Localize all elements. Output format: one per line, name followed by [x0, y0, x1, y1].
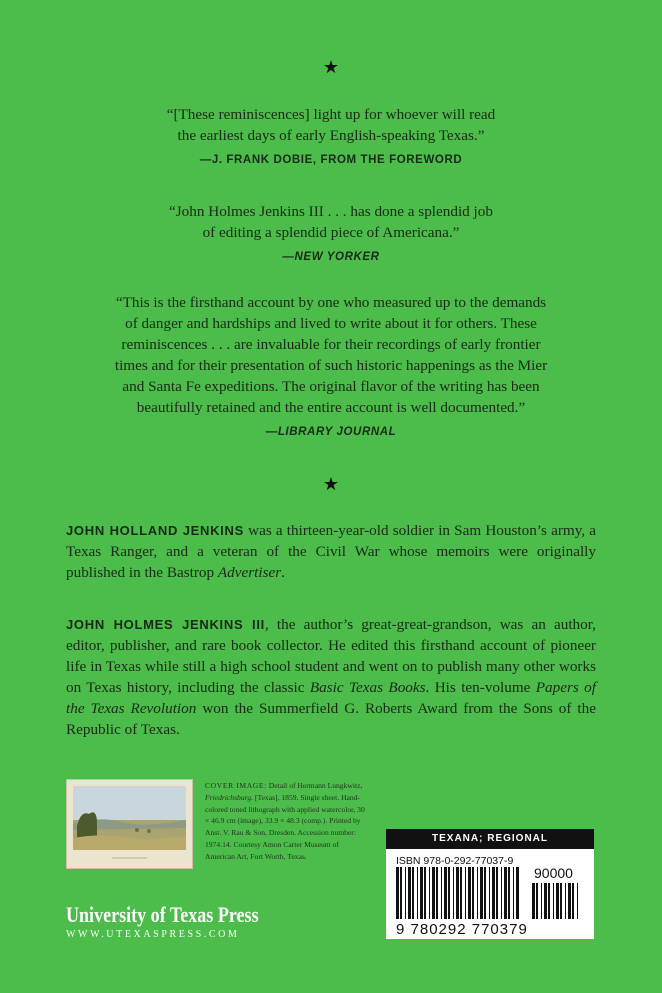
barcode-bar [541, 883, 542, 919]
barcode-bar [465, 867, 466, 919]
quote-attribution: —J. FRANK DOBIE, FROM THE FOREWORD [199, 154, 463, 166]
barcode-bar [468, 867, 471, 919]
cover-image-thumbnail [66, 779, 193, 869]
isbn-barcode [396, 867, 521, 919]
barcode-bar [553, 883, 554, 919]
barcode-bar [441, 867, 442, 919]
barcode-bar [412, 867, 414, 919]
landscape-illustration [67, 780, 192, 868]
barcode-bar [572, 883, 574, 919]
barcode-bar [548, 883, 550, 919]
barcode-bar [516, 867, 519, 919]
barcode-bar [508, 867, 510, 919]
barcode-bar [420, 867, 423, 919]
barcode-bar [408, 867, 411, 919]
barcode-bar [436, 867, 438, 919]
barcode-bar [456, 867, 459, 919]
barcode-bar [536, 883, 538, 919]
barcode-bar [496, 867, 498, 919]
barcode-bar [429, 867, 430, 919]
barcode-bar [460, 867, 462, 919]
quote-library-journal: “This is the firsthand account by one who measured up to the demands of danger and hardships and lived to write about it for others. These reminiscences . . . are invaluable for their recordings of early frontier times and for their presentation of such historic happenings as the Mier and Santa Fe expeditions. The original flavor of the writing has been beautifully retained and the entire account is well documented.” —LIBRARY JOURNAL [40, 292, 622, 443]
barcode-bar [556, 883, 559, 919]
isbn-text: ISBN 978-0-292-77037-9 [396, 855, 514, 867]
barcode-bar [448, 867, 450, 919]
barcode-bar [513, 867, 514, 919]
barcode-bar [400, 867, 402, 919]
barcode-bar [417, 867, 418, 919]
barcode-bar [568, 883, 571, 919]
price-code: 90000 [534, 865, 573, 881]
price-barcode [532, 883, 582, 919]
quote-attribution: —LIBRARY JOURNAL [265, 426, 397, 438]
barcode-bar [453, 867, 454, 919]
barcode-bar [432, 867, 435, 919]
cover-image-credit: COVER IMAGE: Detail of Hermann Lungkwitz, Friedrichsburg. [Texas], 1859. Single sheet. Hand-colored toned lithograph with applied watercolor, 30 × 46.9 cm (image), 33.9 × 48.3 (comp.). Printed by Anst. V. Rau & Son, Dresden. Accession number: 1974.14. Courtesy Amon Carter Museum of American Art, Fort Worth, Texas. [205, 781, 365, 861]
barcode-bar [544, 883, 547, 919]
quote-attribution: —NEW YORKER [282, 251, 380, 263]
star-ornament-middle: ★ [322, 474, 340, 495]
barcode-bar [472, 867, 474, 919]
barcode-bar [504, 867, 507, 919]
bio-john-holmes-jenkins: JOHN HOLMES JENKINS III, the author’s great-great-grandson, was an author, editor, publisher, and rare book collector. He edited this firsthand account of pioneer life in Texas while still a high school student and went on to publish many other works on Texas history, including the classic Basic Texas Books. His ten-volume Papers of the Texas Revolution won the Summerfield G. Roberts Award from the Sons of the Republic of Texas. [66, 616, 596, 738]
bio-john-holland-jenkins: JOHN HOLLAND JENKINS was a thirteen-year-old soldier in Sam Houston’s army, a Texas Ranger, and a veteran of the Civil War whose memoirs were originally published in the Bastrop Advertiser. [66, 522, 596, 581]
barcode-bar [405, 867, 406, 919]
star-ornament-top: ★ [322, 57, 340, 78]
publisher-url: WWW.UTEXASPRESS.COM [66, 929, 240, 940]
publisher-logo: University of Texas Press [66, 902, 259, 927]
isbn-digits: 9 780292 770379 [396, 921, 528, 938]
barcode-bar [492, 867, 495, 919]
barcode-box [386, 829, 594, 939]
barcode-bar [480, 867, 483, 919]
barcode-bar [501, 867, 502, 919]
quote-new-yorker: “John Holmes Jenkins III . . . has done a splendid job of editing a splendid piece of Americana.” —NEW YORKER [60, 201, 602, 268]
barcode-bar [477, 867, 478, 919]
barcode-bar [424, 867, 426, 919]
barcode-bar [444, 867, 447, 919]
category-label: TEXANA; REGIONAL [386, 829, 594, 849]
barcode-bar [577, 883, 578, 919]
barcode-bar [532, 883, 535, 919]
barcode-bar [489, 867, 490, 919]
barcode-bar [396, 867, 399, 919]
barcode-bar [484, 867, 486, 919]
barcode-bar [560, 883, 562, 919]
barcode-bar [565, 883, 566, 919]
quote-dobie: “[These reminiscences] light up for whoever will read the earliest days of early English-speaking Texas.” —J. FRANK DOBIE, FROM THE FOREWORD [60, 104, 602, 171]
